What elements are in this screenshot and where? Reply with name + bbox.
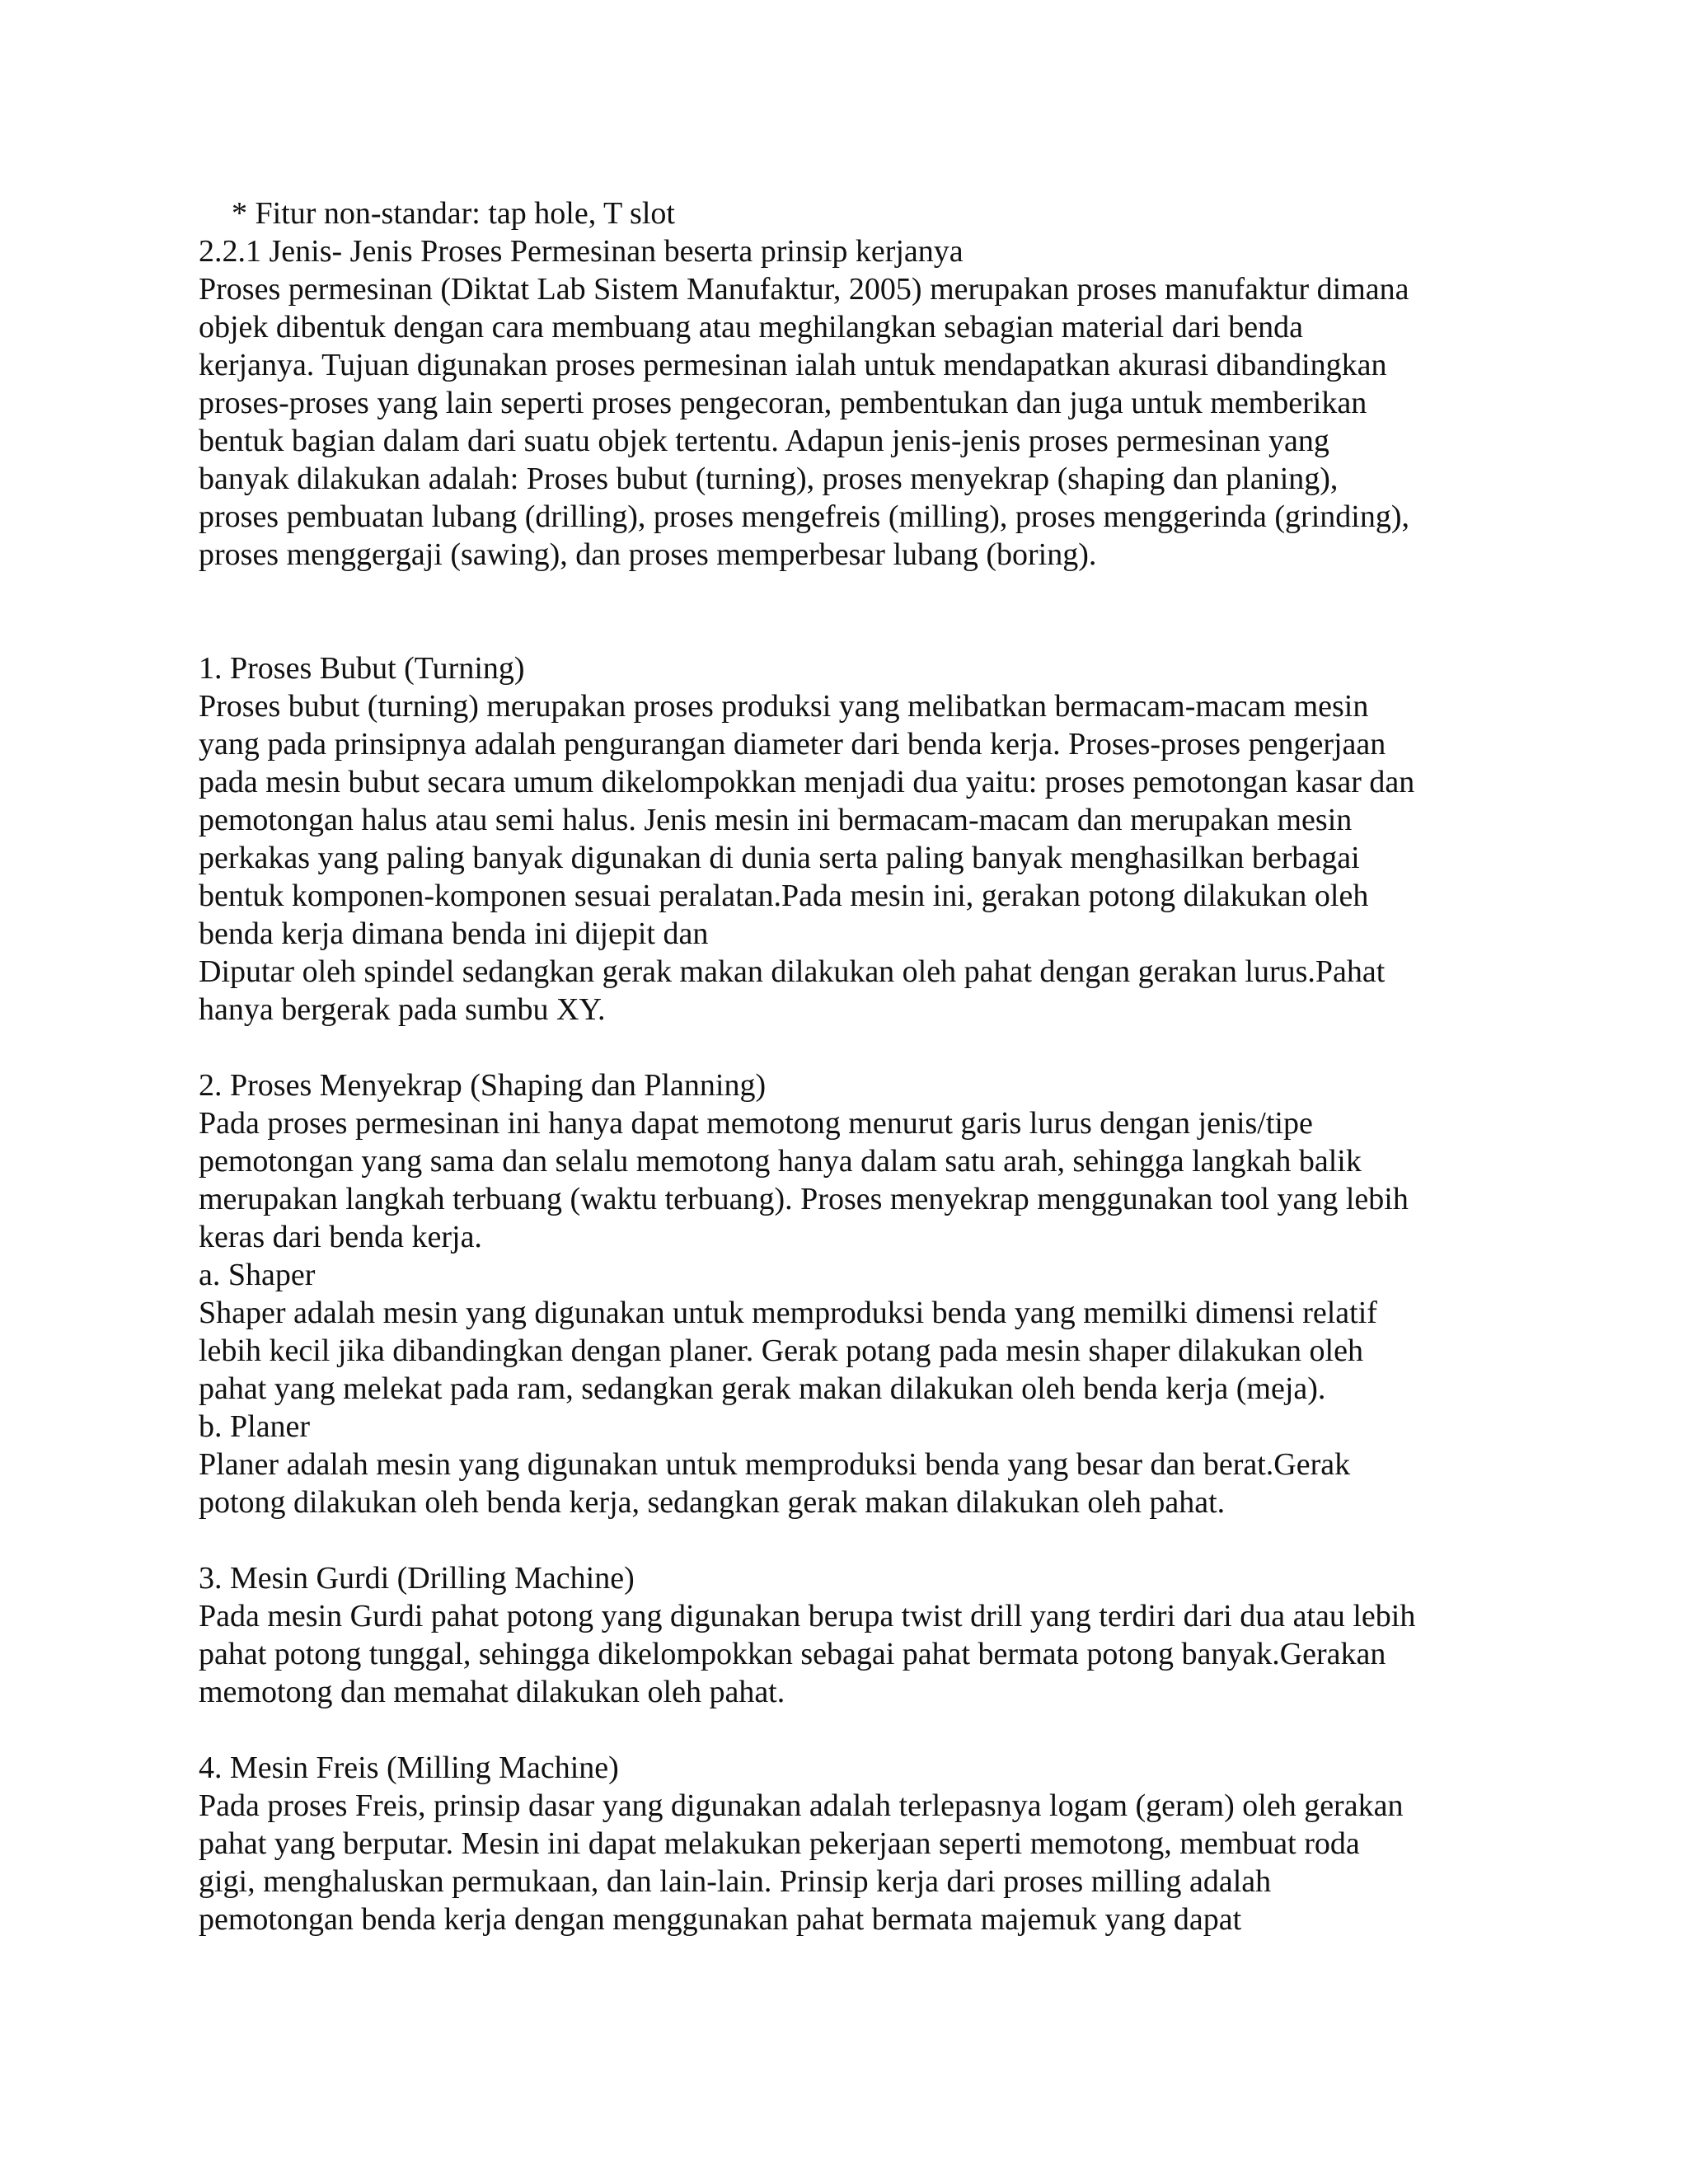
planer-paragraph [199,1446,1501,1521]
shaping-heading: 2. Proses Menyekrap (Shaping dan Planning) [199,1068,767,1103]
paragraph-line: lebih kecil jika dibandingkan dengan planer. Gerak potang pada mesin shaper dilakukan oleh [199,1333,1363,1368]
paragraph-line: perkakas yang paling banyak digunakan di dunia serta paling banyak menghasilkan berbagai [199,841,1360,875]
paragraph-line: Planer adalah mesin yang digunakan untuk memproduksi benda yang besar dan berat.Gerak [199,1447,1351,1482]
paragraph-line: pahat potong tunggal, sehingga dikelompokkan sebagai pahat bermata potong banyak.Gerakan [199,1637,1386,1671]
paragraph-line: Proses bubut (turning) merupakan proses produksi yang melibatkan bermacam-macam mesin [199,689,1369,724]
paragraph-line: Proses permesinan (Diktat Lab Sistem Manufaktur, 2005) merupakan proses manufaktur dimana [199,272,1409,307]
bullet-nonstandard-features: * Fitur non-standar: tap hole, T slot [232,196,675,231]
milling-paragraph [199,1787,1501,1938]
paragraph-line: Pada mesin Gurdi pahat potong yang digunakan berupa twist drill yang terdiri dari dua atau lebih [199,1599,1416,1633]
shaper-subheading: a. Shaper [199,1258,316,1292]
paragraph-line: hanya bergerak pada sumbu XY. [199,992,606,1027]
paragraph-line: banyak dilakukan adalah: Proses bubut (turning), proses menyekrap (shaping dan planing), [199,462,1339,496]
paragraph-line: pahat yang berputar. Mesin ini dapat melakukan pekerjaan seperti memotong, membuat roda [199,1826,1360,1861]
shaping-paragraph [199,1104,1501,1256]
document-page [199,194,1501,1938]
section-heading: 2.2.1 Jenis- Jenis Proses Permesinan beserta prinsip kerjanya [199,234,964,269]
planer-subheading: b. Planer [199,1409,311,1444]
paragraph-line: Pada proses Freis, prinsip dasar yang digunakan adalah terlepasnya logam (geram) oleh gerakan [199,1788,1404,1823]
paragraph-line: gigi, menghaluskan permukaan, dan lain-lain. Prinsip kerja dari proses milling adalah [199,1864,1272,1899]
paragraph-line: memotong dan memahat dilakukan oleh pahat. [199,1675,785,1709]
blank-space [199,1711,1501,1749]
turning-paragraph [199,687,1501,1029]
paragraph-line: pahat yang melekat pada ram, sedangkan gerak makan dilakukan oleh benda kerja (meja). [199,1371,1326,1406]
blank-space [199,1521,1501,1559]
paragraph-line: bentuk komponen-komponen sesuai peralatan.Pada mesin ini, gerakan potong dilakukan oleh [199,879,1369,913]
paragraph-line: proses pembuatan lubang (drilling), proses mengefreis (milling), proses menggerinda (grinding), [199,499,1409,534]
paragraph-line: proses menggergaji (sawing), dan proses memperbesar lubang (boring). [199,537,1097,572]
turning-heading: 1. Proses Bubut (Turning) [199,651,525,686]
intro-paragraph [199,270,1501,574]
paragraph-line: objek dibentuk dengan cara membuang atau meghilangkan sebagian material dari benda [199,310,1304,344]
paragraph-line: bentuk bagian dalam dari suatu objek tertentu. Adapun jenis-jenis proses permesinan yang [199,424,1329,458]
blank-space [199,1029,1501,1066]
paragraph-line: potong dilakukan oleh benda kerja, sedangkan gerak makan dilakukan oleh pahat. [199,1485,1226,1520]
paragraph-line: pada mesin bubut secara umum dikelompokkan menjadi dua yaitu: proses pemotongan kasar dan [199,765,1415,799]
paragraph-line: pemotongan benda kerja dengan menggunakan pahat bermata majemuk yang dapat [199,1902,1242,1937]
paragraph-line: merupakan langkah terbuang (waktu terbuang). Proses menyekrap menggunakan tool yang lebih [199,1182,1409,1216]
paragraph-line: pemotongan yang sama dan selalu memotong hanya dalam satu arah, sehingga langkah balik [199,1144,1362,1179]
blank-space [199,574,1501,649]
paragraph-line: kerjanya. Tujuan digunakan proses permesinan ialah untuk mendapatkan akurasi dibandingkan [199,348,1387,382]
paragraph-line: Diputar oleh spindel sedangkan gerak makan dilakukan oleh pahat dengan gerakan lurus.Pahat [199,954,1386,989]
paragraph-line: benda kerja dimana benda ini dijepit dan [199,916,709,951]
paragraph-line: Pada proses permesinan ini hanya dapat memotong menurut garis lurus dengan jenis/tipe [199,1106,1313,1141]
paragraph-line: pemotongan halus atau semi halus. Jenis mesin ini bermacam-macam dan merupakan mesin [199,803,1353,837]
paragraph-line: proses-proses yang lain seperti proses pengecoran, pembentukan dan juga untuk memberikan [199,386,1367,420]
paragraph-line: keras dari benda kerja. [199,1220,482,1254]
drilling-paragraph [199,1597,1501,1711]
paragraph-line: yang pada prinsipnya adalah pengurangan diameter dari benda kerja. Proses-proses pengerjaan [199,727,1386,762]
drilling-heading: 3. Mesin Gurdi (Drilling Machine) [199,1561,635,1596]
shaper-paragraph [199,1294,1501,1408]
milling-heading: 4. Mesin Freis (Milling Machine) [199,1750,619,1785]
paragraph-line: Shaper adalah mesin yang digunakan untuk memproduksi benda yang memilki dimensi relatif [199,1296,1377,1330]
